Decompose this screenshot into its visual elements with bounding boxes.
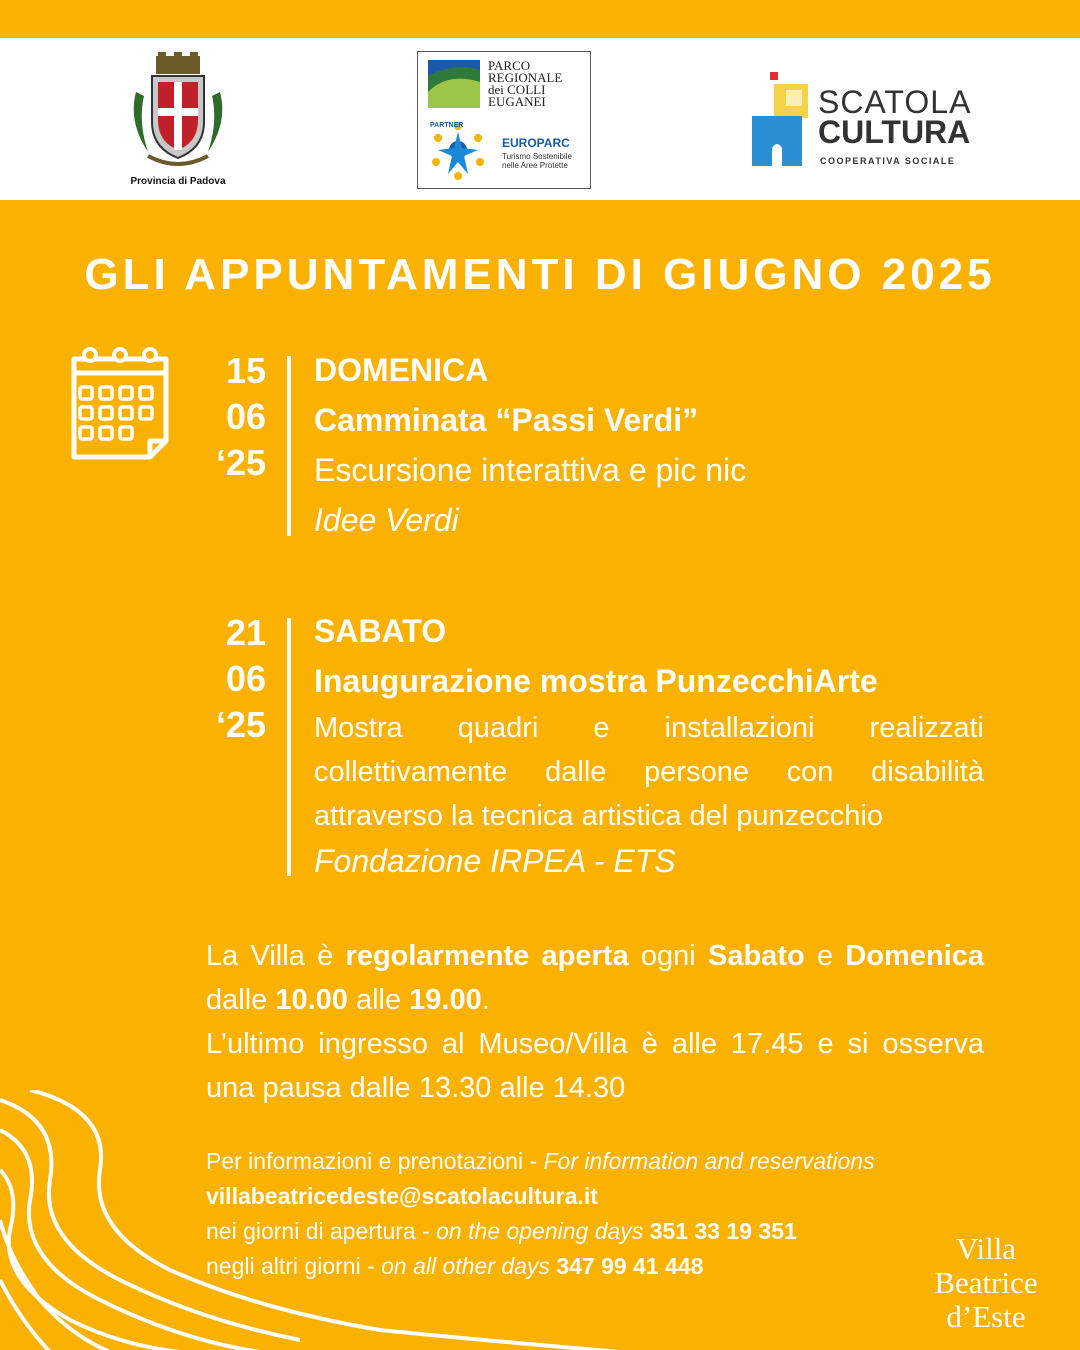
- hours-bold: Domenica: [845, 940, 984, 972]
- hours-text: dalle: [206, 984, 276, 1016]
- parco-line: dei COLLI: [488, 82, 546, 97]
- info-text-en: on all other days: [381, 1253, 550, 1279]
- padova-label: Provincia di Padova: [130, 176, 226, 187]
- event-details: [314, 345, 984, 545]
- info-text-en: For information and reservations: [543, 1148, 875, 1174]
- info-line: [206, 1249, 1006, 1284]
- europarc-name: EUROPARC: [502, 136, 570, 150]
- villa-logo-line: Villa: [955, 1231, 1017, 1266]
- date-day: 21: [225, 612, 266, 653]
- hours-text: ogni: [628, 940, 708, 972]
- date-day: 15: [225, 350, 266, 391]
- date-year: ‘25: [215, 704, 266, 745]
- last-entry-text: L’ultimo ingresso al Museo/Villa è alle 17.45 e si osserva una pausa dalle 13.30 alle 14.30: [206, 1028, 984, 1104]
- parco-text: [488, 60, 562, 108]
- event-date: [200, 348, 266, 486]
- calendar-icon: [66, 345, 174, 463]
- opening-hours: [206, 934, 984, 1110]
- contact-info: [206, 1144, 1006, 1284]
- parco-line: PARCO: [488, 58, 531, 73]
- hours-bold: Sabato: [708, 940, 805, 972]
- phone-number[interactable]: 351 33 19 351: [649, 1218, 797, 1244]
- event-divider: [287, 618, 291, 876]
- hours-bold: 19.00: [409, 984, 482, 1016]
- event-organizer: Fondazione IRPEA - ETS: [314, 843, 676, 879]
- scatola-line1: SCATOLA: [818, 84, 972, 120]
- parco-line: REGIONALE: [488, 70, 563, 85]
- villa-logo-line: Beatrice: [934, 1265, 1038, 1300]
- info-text: nei giorni di apertura -: [206, 1218, 437, 1244]
- event-name: Camminata “Passi Verdi”: [314, 402, 699, 438]
- europarc-sub: [502, 152, 572, 170]
- phone-number[interactable]: 347 99 41 448: [556, 1253, 704, 1279]
- event-date: [200, 610, 266, 748]
- hours-text: e: [804, 940, 846, 972]
- scatola-line2: CULTURA: [818, 114, 971, 150]
- info-text: Per informazioni e prenotazioni -: [206, 1148, 544, 1174]
- hours-bold: regolarmente aperta: [345, 940, 629, 972]
- europarc-sub-line: Turismo Sostenibile: [502, 152, 572, 161]
- top-stripe: [0, 0, 1080, 38]
- provincia-padova-logo: [118, 52, 238, 192]
- event-description: Mostra quadri e installazioni realizzati collettivamente dalle persone con disabilità attraverso la tecnica artistica del punzecchio: [314, 712, 984, 832]
- hours-text: La Villa è: [206, 940, 346, 972]
- page-title: GLI APPUNTAMENTI DI GIUGNO 2025: [84, 250, 996, 299]
- villa-beatrice-logo: [906, 1232, 1066, 1334]
- europarc-sub-line: nelle Aree Protette: [502, 161, 568, 170]
- event-name: Inaugurazione mostra PunzecchiArte: [314, 663, 878, 699]
- hours-text: alle: [347, 984, 410, 1016]
- hours-text: .: [481, 984, 490, 1016]
- event-divider: [287, 356, 291, 536]
- scatola-cultura-logo: [752, 70, 972, 170]
- scatola-line3: COOPERATIVA SOCIALE: [820, 156, 956, 166]
- email-link[interactable]: villabeatricedeste@scatolacultura.it: [206, 1183, 598, 1209]
- partner-label: PARTNER: [430, 122, 464, 129]
- event-details: [314, 606, 984, 884]
- date-year: ‘25: [215, 442, 266, 483]
- info-line: [206, 1214, 1006, 1249]
- info-text-en: on the opening days: [436, 1218, 644, 1244]
- parco-colli-euganei-logo: [417, 51, 591, 189]
- event-description: Escursione interattiva e pic nic: [314, 452, 747, 488]
- event-organizer: Idee Verdi: [314, 502, 459, 538]
- date-month: 06: [225, 658, 266, 699]
- info-text: negli altri giorni -: [206, 1253, 382, 1279]
- hours-bold: 10.00: [275, 984, 348, 1016]
- info-line: [206, 1179, 1006, 1214]
- parco-line: EUGANEI: [488, 94, 546, 109]
- event-day: SABATO: [314, 613, 447, 649]
- date-month: 06: [225, 396, 266, 437]
- info-line: [206, 1144, 1006, 1179]
- event-day: DOMENICA: [314, 352, 489, 388]
- villa-logo-line: d’Este: [946, 1299, 1026, 1334]
